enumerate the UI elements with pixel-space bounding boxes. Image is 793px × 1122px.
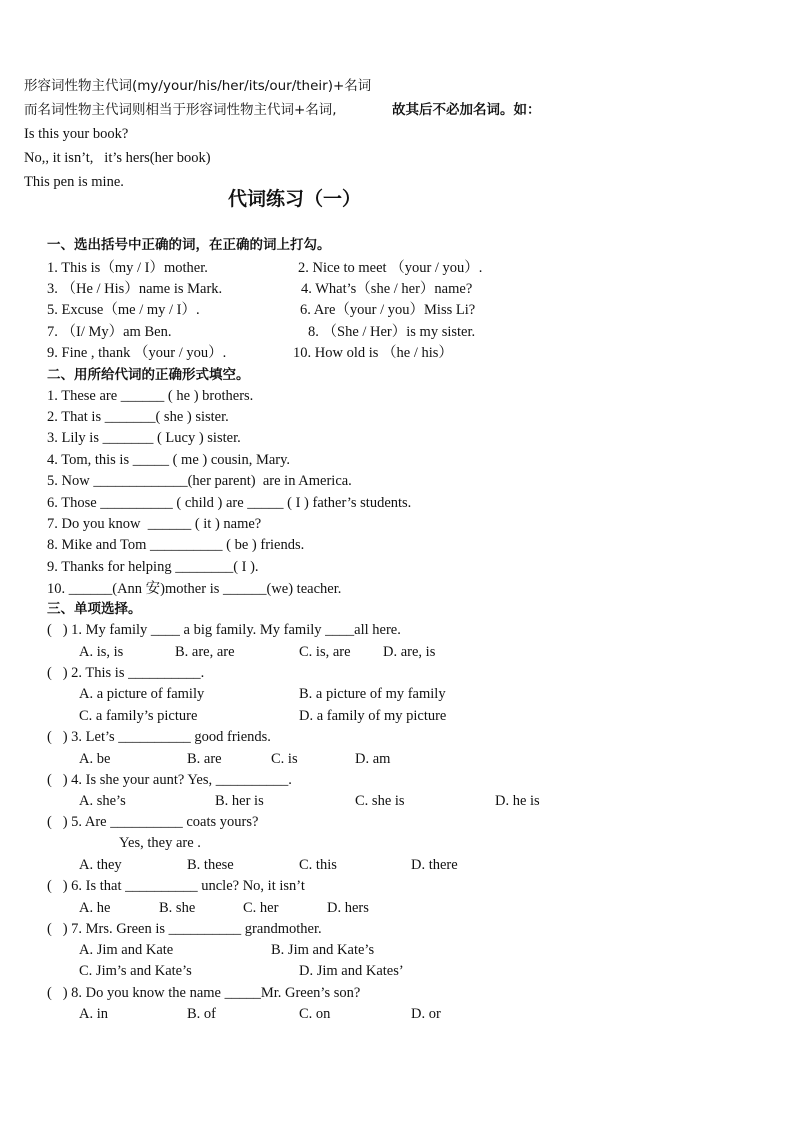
answer-option: A. is, is <box>79 644 124 660</box>
exercise-item: 3. （He / His）name is Mark. <box>47 281 223 297</box>
fill-blank-item: 2. That is _______( she ) sister. <box>47 409 229 425</box>
answer-option: C. Jim’s and Kate’s <box>79 963 192 979</box>
fill-blank-item: 8. Mike and Tom __________ ( be ) friends. <box>47 537 305 553</box>
question-stem: ( ) 1. My family ____ a big family. My family ____all here. <box>47 622 401 638</box>
answer-option: C. is <box>271 751 298 767</box>
question-stem: ( ) 3. Let’s __________ good friends. <box>47 729 271 745</box>
exercise-item: 2. Nice to meet （your / you）. <box>298 260 483 276</box>
exercise-item: 9. Fine , thank （your / you）. <box>47 345 227 361</box>
answer-option: D. am <box>355 751 391 767</box>
answer-option: D. he is <box>495 793 540 809</box>
exercise-item: 1. This is（my / I）mother. <box>47 260 208 276</box>
answer-option: A. a picture of family <box>79 686 205 702</box>
fill-blank-item: 10. ______(Ann 安)mother is ______(we) teacher. <box>47 581 342 597</box>
fill-blank-item: 7. Do you know ______ ( it ) name? <box>47 516 262 532</box>
fill-blank-item: 5. Now _____________(her parent) are in America. <box>47 473 352 489</box>
exercise-item: 5. Excuse（me / my / I）. <box>47 302 200 318</box>
answer-option: B. a picture of my family <box>299 686 446 702</box>
question-stem: ( ) 2. This is __________. <box>47 665 205 681</box>
question-stem: ( ) 7. Mrs. Green is __________ grandmother. <box>47 921 322 937</box>
answer-option: C. is, are <box>299 644 351 660</box>
exercise-item: 10. How old is （he / his） <box>293 345 453 361</box>
answer-option: D. hers <box>327 900 369 916</box>
intro-line: 形容词性物主代词(my/your/his/her/its/our/their)+名词 <box>24 78 372 94</box>
answer-option: D. or <box>411 1006 441 1022</box>
question-stem: ( ) 8. Do you know the name _____Mr. Green’s son? <box>47 985 361 1001</box>
intro-line-bold: 故其后不必加名词。如： <box>392 102 541 118</box>
answer-option: B. these <box>187 857 234 873</box>
answer-option: A. she’s <box>79 793 126 809</box>
answer-option: A. in <box>79 1006 108 1022</box>
answer-option: B. her is <box>215 793 264 809</box>
intro-line: Is this your book? <box>24 126 129 142</box>
page-title: 代词练习（一） <box>228 188 362 210</box>
answer-option: B. Jim and Kate’s <box>271 942 375 958</box>
fill-blank-item: 4. Tom, this is _____ ( me ) cousin, Mary. <box>47 452 291 468</box>
fill-blank-item: 3. Lily is _______ ( Lucy ) sister. <box>47 430 241 446</box>
answer-option: B. are <box>187 751 222 767</box>
answer-option: D. a family of my picture <box>299 708 447 724</box>
question-stem: ( ) 6. Is that __________ uncle? No, it isn’t <box>47 878 305 894</box>
answer-option: A. he <box>79 900 111 916</box>
answer-option: B. are, are <box>175 644 235 660</box>
answer-option: A. they <box>79 857 122 873</box>
section-heading: 三、单项选择。 <box>47 601 142 617</box>
exercise-item: 4. What’s（she / her）name? <box>301 281 473 297</box>
exercise-item: 8. （She / Her）is my sister. <box>308 324 476 340</box>
answer-option: D. there <box>411 857 458 873</box>
fill-blank-item: 9. Thanks for helping ________( I ). <box>47 559 259 575</box>
answer-option: A. be <box>79 751 111 767</box>
question-stem: ( ) 5. Are __________ coats yours? <box>47 814 259 830</box>
answer-option: C. she is <box>355 793 405 809</box>
answer-option: D. are, is <box>383 644 436 660</box>
answer-option: C. a family’s picture <box>79 708 198 724</box>
intro-line: 而名词性物主代词则相当于形容词性物主代词+名词, <box>24 102 337 118</box>
exercise-item: 7. （I/ My）am Ben. <box>47 324 172 340</box>
exercise-item: 6. Are（your / you）Miss Li? <box>300 302 476 318</box>
section-heading: 二、用所给代词的正确形式填空。 <box>47 367 250 383</box>
answer-option: B. of <box>187 1006 216 1022</box>
fill-blank-item: 6. Those __________ ( child ) are _____ ( I ) father’s students. <box>47 495 412 511</box>
section-heading: 一、选出括号中正确的词，在正确的词上打勾。 <box>47 237 331 253</box>
question-stem: ( ) 4. Is she your aunt? Yes, __________. <box>47 772 292 788</box>
answer-option: C. her <box>243 900 279 916</box>
intro-line: This pen is mine. <box>24 174 124 190</box>
intro-line: No,, it isn’t, it’s hers(her book) <box>24 150 211 166</box>
question-stem-continuation: Yes, they are . <box>119 835 201 851</box>
answer-option: D. Jim and Kates’ <box>299 963 404 979</box>
answer-option: C. this <box>299 857 337 873</box>
answer-option: A. Jim and Kate <box>79 942 174 958</box>
fill-blank-item: 1. These are ______ ( he ) brothers. <box>47 388 254 404</box>
answer-option: C. on <box>299 1006 331 1022</box>
answer-option: B. she <box>159 900 196 916</box>
